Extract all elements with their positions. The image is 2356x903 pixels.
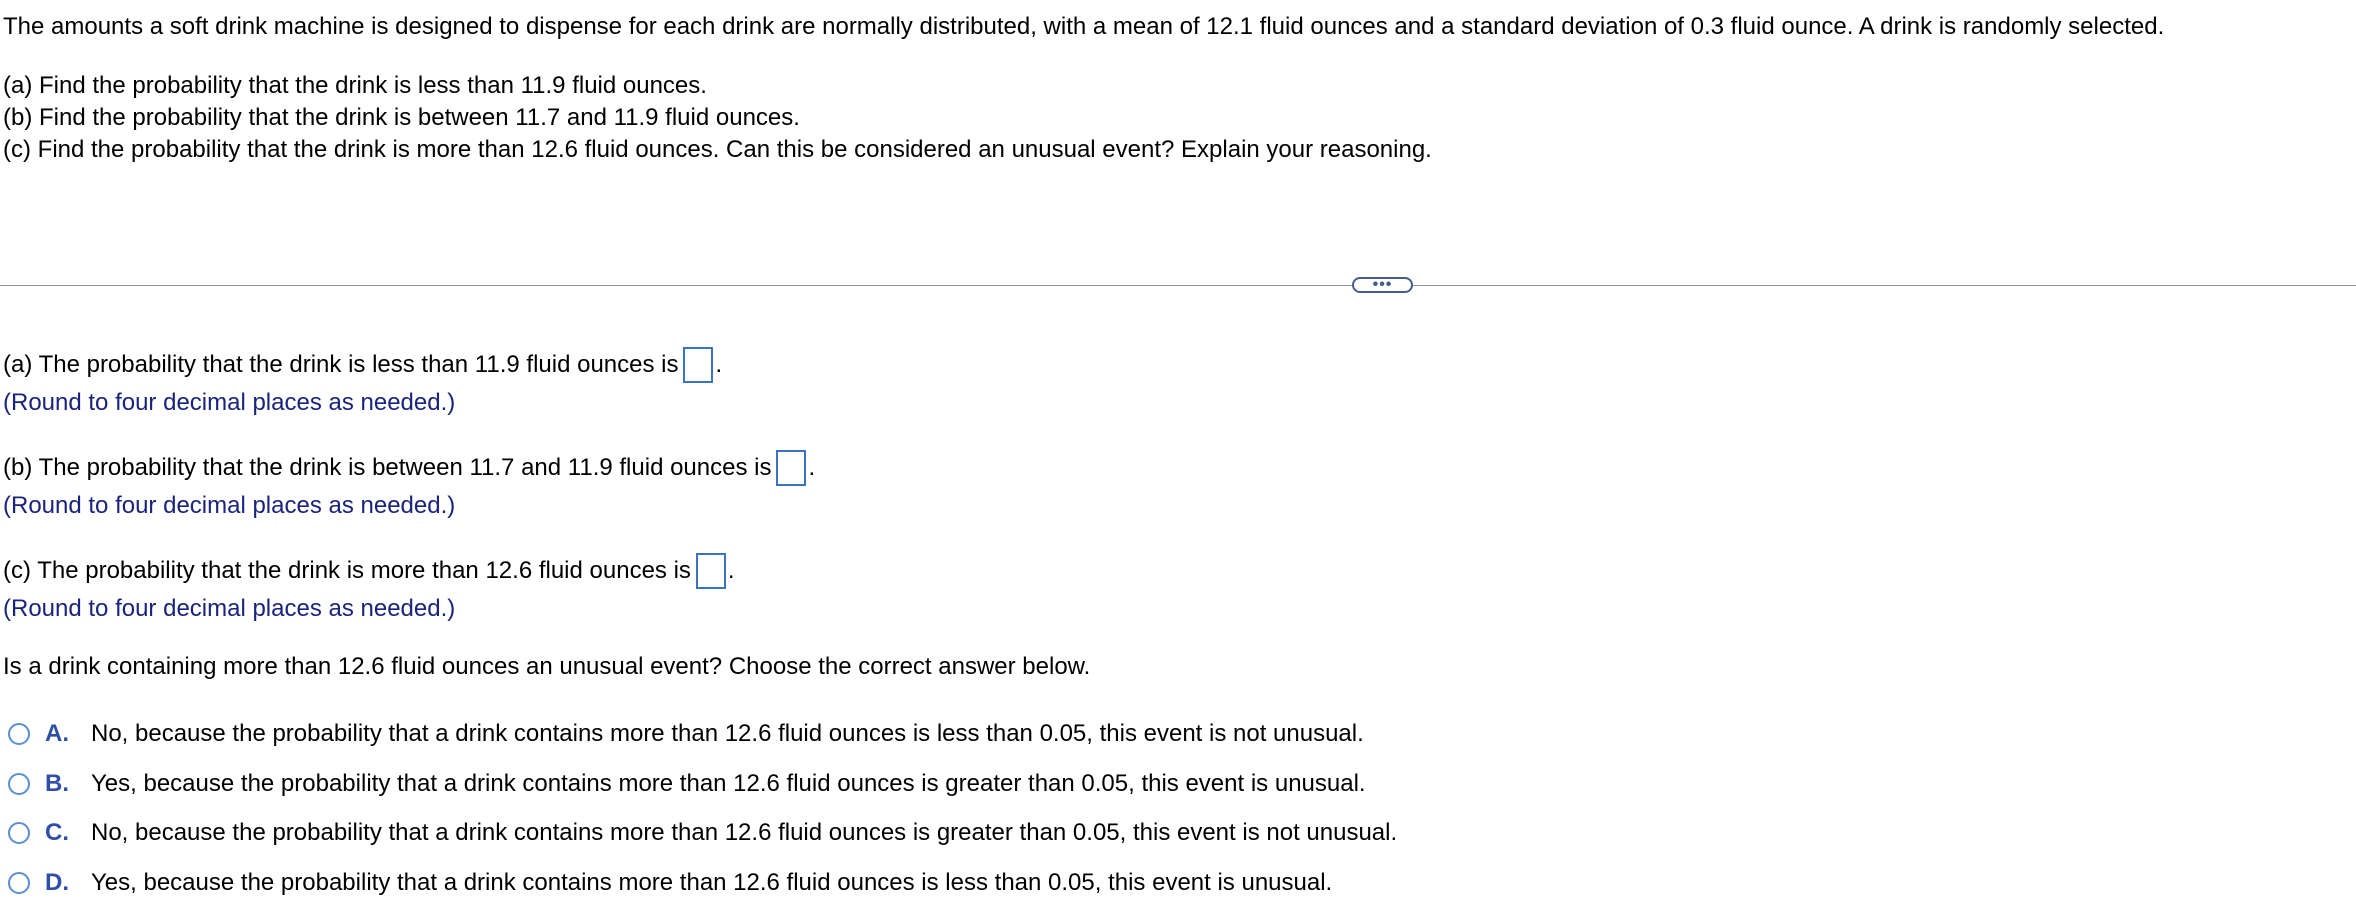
choice-b-text: Yes, because the probability that a drink contains more than 12.6 fluid ounces is greater than 0.05, this event is unusual. — [91, 770, 1366, 797]
choice-d-letter: D. — [45, 869, 69, 896]
answer-a — [3, 346, 722, 422]
answer-c-hint: (Round to four decimal places as needed.) — [3, 595, 456, 622]
answer-a-hint: (Round to four decimal places as needed.) — [3, 389, 456, 416]
choice-c[interactable] — [8, 813, 1397, 853]
problem-part-a: (a) Find the probability that the drink is less than 11.9 fluid ounces. — [3, 72, 707, 99]
answer-b-input[interactable] — [776, 450, 806, 486]
choice-d[interactable] — [8, 863, 1332, 903]
answer-c — [3, 552, 735, 628]
problem-part-b: (b) Find the probability that the drink is between 11.7 and 11.9 fluid ounces. — [3, 104, 800, 131]
radio-c-icon[interactable] — [8, 822, 30, 844]
answer-c-prompt: (c) The probability that the drink is more than 12.6 fluid ounces is — [3, 557, 691, 584]
answer-b-hint: (Round to four decimal places as needed.) — [3, 492, 456, 519]
unusual-event-question: Is a drink containing more than 12.6 fluid ounces an unusual event? Choose the correct answer below. — [3, 653, 1091, 680]
radio-d-icon[interactable] — [8, 872, 30, 894]
choice-b[interactable] — [8, 764, 1366, 804]
choice-a-text: No, because the probability that a drink contains more than 12.6 fluid ounces is less than 0.05, this event is not unusual. — [91, 720, 1364, 747]
section-divider — [0, 285, 2356, 286]
problem-statement: The amounts a soft drink machine is designed to dispense for each drink are normally distributed, with a mean of 12.1 fluid ounces and a standard deviation of 0.3 fluid ounce. A drink is randomly selected. — [3, 13, 2165, 40]
answer-a-period: . — [715, 351, 723, 378]
problem-part-c: (c) Find the probability that the drink is more than 12.6 fluid ounces. Can this be considered an unusual event? Explain your reasoning. — [3, 136, 1432, 163]
choice-a[interactable] — [8, 714, 1364, 754]
choice-b-letter: B. — [45, 770, 69, 797]
answer-c-period: . — [727, 557, 735, 584]
problem-parts — [3, 70, 1432, 166]
radio-a-icon[interactable] — [8, 723, 30, 745]
answer-c-input[interactable] — [696, 553, 726, 589]
answer-b-prompt: (b) The probability that the drink is between 11.7 and 11.9 fluid ounces is — [3, 454, 772, 481]
choice-c-letter: C. — [45, 819, 69, 846]
answer-a-prompt: (a) The probability that the drink is less than 11.9 fluid ounces is — [3, 351, 679, 378]
expand-more-button[interactable]: ••• — [1352, 277, 1413, 293]
answer-b-period: . — [808, 454, 816, 481]
choice-d-text: Yes, because the probability that a drink contains more than 12.6 fluid ounces is less than 0.05, this event is unusual. — [91, 869, 1333, 896]
choice-c-text: No, because the probability that a drink contains more than 12.6 fluid ounces is greater than 0.05, this event is not unusual. — [91, 819, 1398, 846]
answer-a-input[interactable] — [683, 347, 713, 383]
answer-b — [3, 449, 815, 525]
radio-b-icon[interactable] — [8, 773, 30, 795]
choice-a-letter: A. — [45, 720, 69, 747]
